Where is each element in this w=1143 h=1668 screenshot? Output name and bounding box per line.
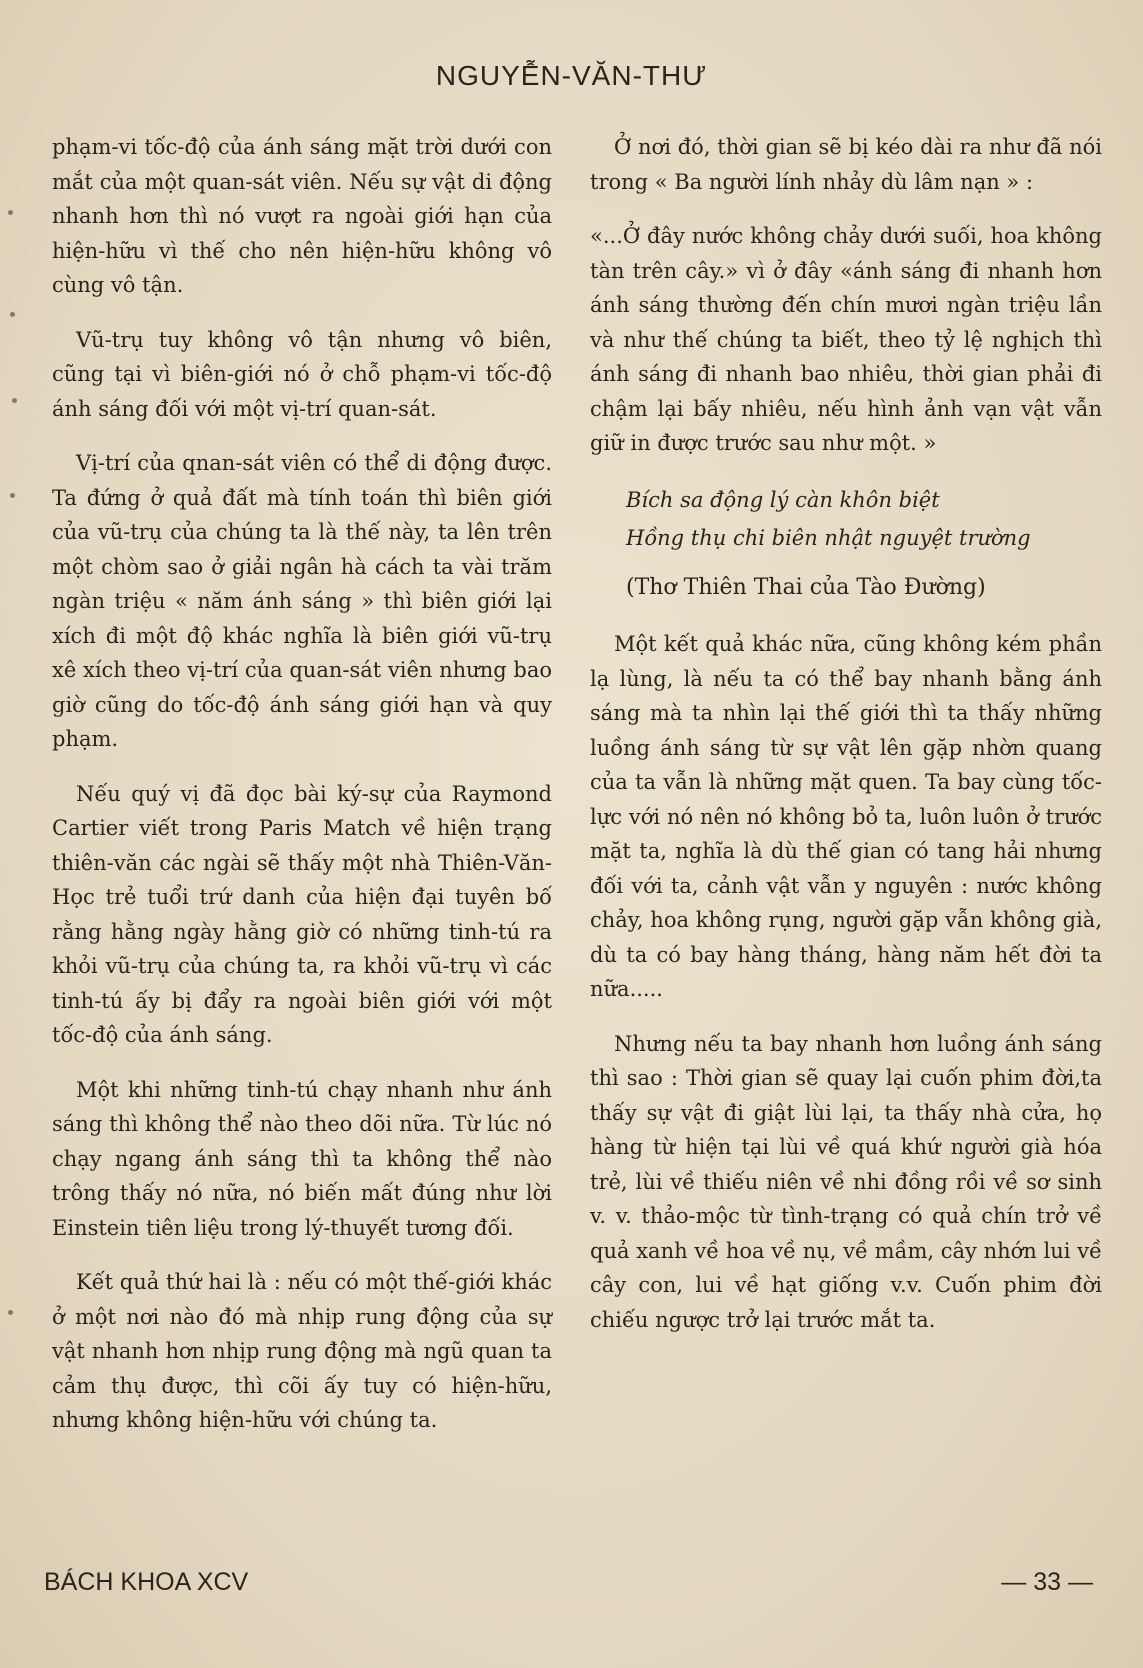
left-column bbox=[52, 130, 552, 1458]
footer-magazine-name: BÁCH KHOA XCV bbox=[44, 1568, 249, 1596]
left-paragraph-1: phạm-vi tốc-độ của ánh sáng mặt trời dưới con mắt của một quan-sát viên. Nếu sự vật di động nhanh hơn thì nó vượt ra ngoài giới hạn của hiện-hữu vì thế cho nên hiện-hữu không vô cùng vô tận. bbox=[52, 135, 552, 297]
left-paragraph-2: Vũ-trụ tuy không vô tận nhưng vô biên, cũng tại vì biên-giới nó ở chỗ phạm-vi tốc-độ ánh sáng đối với một vị-trí quan-sát. bbox=[52, 327, 552, 421]
left-paragraph-3: Vị-trí của qnan-sát viên có thể di động được. Ta đứng ở quả đất mà tính toán thì biên giới của vũ-trụ của chúng ta là thế này, ta lên trên một chòm sao ở giải ngân hà cách ta vài trăm ngàn triệu « năm ánh sáng » thì biên giới lại xích đi một độ khác nghĩa là biên giới vũ-trụ xê xích theo vị-trí của quan-sát viên nhưng bao giờ cũng do tốc-độ ánh sáng giới hạn và quy phạm. bbox=[52, 451, 552, 751]
left-paragraph-6: Kết quả thứ hai là : nếu có một thế-giới khác ở một nơi nào đó mà nhịp rung động của sự vật nhanh hơn nhịp rung động mà ngũ quan ta cảm thụ được, thì cõi ấy tuy có hiện-hữu, nhưng không hiện-hữu với chúng ta. bbox=[52, 1270, 552, 1432]
margin-speck bbox=[8, 1310, 13, 1315]
poem-line-1: Bích sa động lý càn khôn biệt bbox=[626, 487, 940, 512]
right-paragraph-3: Một kết quả khác nữa, cũng không kém phần lạ lùng, là nếu ta có thể bay nhanh bằng ánh sáng mà ta nhìn lại thế giới thì ta thấy những luồng ánh sáng từ sự vật lên gặp nhờn quang của ta vẫn là những mặt quen. Ta bay cùng tốc-lực với nó nên nó không bỏ ta, luôn luôn ở trước mặt ta, nghĩa là dù thế gian có tang hải nhưng đối với ta, cảnh vật vẫn y nguyên : nước không chảy, hoa không rụng, người gặp vẫn không già, dù ta có bay hàng tháng, hàng năm hết đời ta nữa..... bbox=[590, 632, 1102, 1001]
poem-source: (Thơ Thiên Thai của Tào Đường) bbox=[626, 574, 986, 600]
margin-speck bbox=[12, 398, 17, 403]
left-paragraph-4: Nếu quý vị đã đọc bài ký-sự của Raymond Cartier viết trong Paris Match về hiện trạng thiên-văn các ngài sẽ thấy một nhà Thiên-Văn-Học trẻ tuổi trứ danh của hiện đại tuyên bố rằng hằng ngày hằng giờ có những tinh-tú ra khỏi vũ-trụ của chúng ta, ra khỏi vũ-trụ vì các tinh-tú ấy bị đẩy ra ngoài biên giới với một tốc-độ của ánh sáng. bbox=[52, 781, 552, 1047]
left-paragraph-5: Một khi những tinh-tú chạy nhanh như ánh sáng thì không thể nào theo dõi nữa. Từ lúc nó chạy ngang ánh sáng thì ta không thể nào trông thấy nó nữa, nó biến mất đúng như lời Einstein tiên liệu trong lý-thuyết tương đối. bbox=[52, 1077, 552, 1240]
right-paragraph-1: Ở nơi đó, thời gian sẽ bị kéo dài ra như đã nói trong « Ba người lính nhảy dù lâm nạn » : bbox=[590, 135, 1102, 194]
margin-speck bbox=[10, 312, 15, 317]
right-paragraph-quote: «...Ở đây nước không chảy dưới suối, hoa không tàn trên cây.» vì ở đây «ánh sáng đi nhanh hơn ánh sáng thường đến chín mươi ngàn triệu lần và như thế chúng ta biết, theo tỷ lệ nghịch thì ánh sáng đi nhanh bao nhiêu, thời gian phải đi chậm lại bấy nhiêu, nếu hình ảnh vạn vật vẫn giữ in được trước sau như một. » bbox=[590, 224, 1102, 455]
margin-speck bbox=[8, 210, 13, 215]
footer-page-number: — 33 — bbox=[1001, 1568, 1093, 1596]
page-header-author: NGUYỄN-VĂN-THƯ bbox=[435, 60, 708, 91]
right-column bbox=[590, 130, 1102, 1357]
poem-line-2: Hồng thụ chi biên nhật nguyệt trường bbox=[626, 525, 1031, 550]
margin-speck bbox=[10, 493, 15, 498]
right-paragraph-4: Nhưng nếu ta bay nhanh hơn luồng ánh sáng thì sao : Thời gian sẽ quay lại cuốn phim đời,ta thấy sự vật đi giật lùi lại, ta thấy nhà cửa, họ hàng từ hiện tại lùi về quá khứ người già hóa trẻ, lùi về thiếu niên về nhi đồng rồi về sơ sinh v. v. thảo-mộc từ tình-trạng có quả chín trở về quả xanh về hoa về nụ, về mầm, cây nhớn lui về cây con, lui về hạt giống v.v. Cuốn phim đời chiếu ngược trở lại trước mắt ta. bbox=[590, 1031, 1102, 1332]
